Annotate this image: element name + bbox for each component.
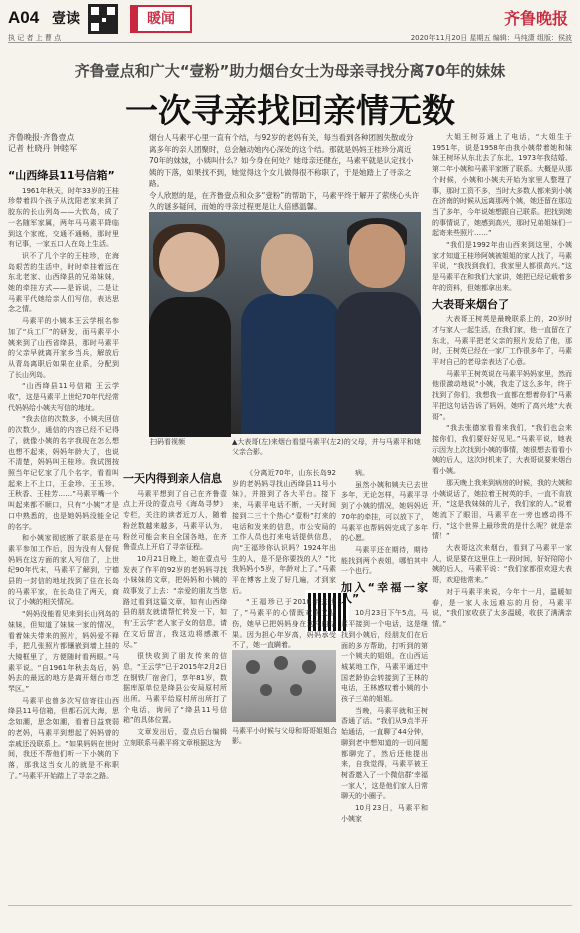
paragraph: 10月21日晚上，她在壹点号发表了作平的92岁的老妈妈寻找小妹妹的文章，把妈妈和小姨的故事发了上去：“亲爱的朋友当您路过看到这篇文章，如有山西绛县的朋友就请帮忙转发一下，如有‘王云学’老人家子女的信息，请在文后留言，我这边将感激不尽。” <box>123 554 227 649</box>
paragraph: 大表哥王树英是最晚联系上的，20岁时才与家人一起生活，在我们家，他一直留在了东北，马素平把老父亲的照片发给了他，那时，王树英已经在一家厂工作很多年了，马素平对自己的老母亲表达了心意。 <box>432 315 572 367</box>
subheading-4: 大表哥来烟台了 <box>432 297 509 311</box>
old-man-face <box>261 234 313 296</box>
date-meta: 2020年11月20日 星期五 编辑：马纯潇 组版：侯波 <box>410 34 572 42</box>
newspaper-logo: 齐鲁晚报 <box>503 9 568 28</box>
column-2 <box>123 468 227 898</box>
editor-meta: 执 记 者 上 曹 点 <box>8 34 62 42</box>
man-body <box>335 292 421 434</box>
paragraph: 马素平也曾多次写信寄往山西绛县11号信箱，但都石沉大海，思念如潮，思念如潮，看着日益衰弱的老妈，马素平到想起了妈妈曾的亲戚还没联系上。“如果妈妈在世时间，我还不帮他们听一下小姨的下落，那我这当女儿的就是不称职了。”马素平开始踏上了寻亲之路。 <box>8 696 119 780</box>
column-3 <box>232 468 336 650</box>
paragraph: “我去张德家看看来我们，“我们也会来接你们，我们要好好见见。”马素平说，她表示因为上次找到小姨的事情，她很想去看看小姨的后人，这次时机来了，大表哥说要来烟台看小姨。 <box>432 424 572 476</box>
paragraph: 对于马素平来说，今年十一月，温暖如春，是一家人永远难忘的月份，马素平说，“我们家收获了太多温暖，收获了满满亲情。” <box>432 587 572 628</box>
old-man-body <box>241 294 341 434</box>
photo-caption: ▲大表哥(左)来烟台看望马素平(左2)的父母，并与马素平和她父亲合影。 <box>232 438 421 456</box>
section-name: 壹读 <box>52 11 80 27</box>
woman-body <box>149 297 231 437</box>
header-qr-code <box>88 4 118 34</box>
paragraph: 《分离近70年，山东长岛92岁的老妈妈寻找山西绛县11号小妹》，并推到了各大平台。接下来，马素平电话不断，一天时间接到二三十个热心“壹粉”打来的电话和发来的信息，市公安局的工作人员也打来电话提供信息，向“王福珍你认识吗？1924年出生的人，是不是你要找的人？”比我妈妈小5岁，年龄对上了。”马素平在博客上发了好几遍，才到家后。 <box>232 469 336 595</box>
paragraph: 马素平的小姨本王云学根名参加了“兵工厂”的研发，而马素平小姨来到了山西省绛县，那时马素平的父亲早就离开家乡当兵，解放后从青岛离职后如果在业系，分配到了长山列岛。 <box>8 317 119 379</box>
man-face <box>349 224 405 288</box>
paragraph: 大表哥这次来烟台，看到了马素平一家人，说是要在这里住上一段时间，好好陪陪小姨的后人，马素平说：“我们家都很欢迎大表哥，欢迎他常来。” <box>432 544 572 585</box>
article-byline: 齐鲁晚报·齐鲁壹点 记者 杜晓丹 钟睦军 <box>8 133 78 153</box>
column-5 <box>432 132 572 902</box>
paragraph: 当晚，马素平就和王树香通了话。“我们从9点半开始通话，一直聊了44分钟，聊到老中想知道的一切问题都聊完了，然后还他提出来，自我觉得，马素平被王树香邀入了一个微信群‘幸福一家人’，这是他们家人日常聊天的小圈子。 <box>341 706 428 801</box>
footer-rule <box>8 905 572 906</box>
main-photo <box>149 212 421 434</box>
paragraph: 大姐王树芬通上了电话，“大姐生于1951年，说是1958年由我小姨带着她和妹妹王树环从东北去了东北，1973年我结婚、第二年小姨和马素平家断了联系。大概是从那个时候，小姨和小姨夫开始为家里人整理了事，那时工资不多，当时大多数人都来到小姨在济南的时候从远离那两个姨，她还留在那边当了多年，今年说她想跟自己联系。把找到她的事情说了，她感到高兴，那时兄弟姐妹们一起寄来些照片……” <box>432 133 572 238</box>
paragraph: 很快收到了朋友传来的信息，“王云学”已于2015年2月2日在钢铁厂宿舍门，享年81岁，数据库原单位是绛县公安局原村所出所。马素平给原村所出所打了个电话，询问了“绛县11号信箱”的具体位置。 <box>123 652 227 725</box>
article-headline: 一次寻亲找回亲情无数 <box>125 91 455 130</box>
article-lead: 烟台人马素平心里一直有个结，与92岁的老妈有关，每当看到各种团圆失散或分离多年的亲人团聚时，总会触动她内心深处的这个结。那就是妈妈王桂珍分离近70年的妹妹，小姨叫什么？如今身在何处？她母亲还健在，马素平就是认定找小姨的下落，如果找不到，她觉得这个女儿做得很不称职了，于是她踏上了寻亲之路。 令人欣慰的是，在齐鲁壹点和众多“壹粉”的帮助下，马素平终于解开了萦绕心头许久的谜多疑问，而她的寻亲过程更是让人倍感温馨。 <box>149 133 420 211</box>
column-4 <box>341 468 428 900</box>
column-tag: 暖闻 <box>130 5 192 33</box>
paragraph: “妈妈没能看见来到长山列岛的妹妹，但知道了妹妹一家的情况，看着妹夫带来的照片，妈妈爱不释手，把几张照片都镶嵌到墙上挂的大镜框里了，方便随时看两眼。”马素平说。“自1961年秋去岛后，妈妈去的最远的地方是离开烟台市芝罘区。” <box>8 610 119 694</box>
paragraph: 识不了几个字的王桂珍，在海岛艰苦的生活中，时时牵挂着远在东北老家、山西绛县的兄弟妹妹，她的牵挂方式——是诉说，二是让马素平代她给亲人们写信，表达思念之情。 <box>8 251 119 314</box>
subheading-3: 加入“幸福一家人” <box>341 581 428 605</box>
paragraph: 虽然小姨和姨夫已去世多年，无论怎样，马素平寻到了小姨的情况，她妈妈近70年的牵挂，可以放下了，马素平也帮妈妈完成了多年的心愿。 <box>341 480 428 543</box>
woman-face <box>159 232 219 292</box>
page-header <box>0 0 580 44</box>
paragraph: 马素平还在期待，期待能找到两个表姐，哪怕其中一个也行。 <box>341 545 428 576</box>
paragraph: “山西绛县11号信箱 王云学收”，这是马素平上世纪70年代经常代妈妈给小姨夫写信的地址。 <box>8 382 119 412</box>
paragraph: “我去信的次数多，小姨夫回信的次数少，通信的内容已经不记得了，就像小姨的名字我现在怎么想也想不起来，妈妈年龄大了，也说不清楚，妈妈叫王桂珍。我试图按照当年记忆家了几个名字，看看叫起来上不上口，王金珍、王玉珍、王秋香、王桂芳……”马素平嘴一个叫起来都不顺口，只有“小姨”才是口中熟悉的，也是她妈妈没能全记的名字。 <box>8 415 119 531</box>
paragraph: 马素平想到了自己在齐鲁壹点上开设的壹点号《海岛寻梦》专栏，关注的读者近万人，随着粉丝数越来越多，马素平认为，粉丝可能会来自全国各地，在齐鲁壹点上开启了寻亲征程。 <box>123 489 227 552</box>
subheading-2: 一天内得到亲人信息 <box>123 472 222 485</box>
article-kicker: 齐鲁壹点和广大“壹粉”助力烟台女士为母亲寻找分离70年的妹妹 <box>74 62 506 80</box>
old-family-photo <box>232 650 336 722</box>
paragraph: 1961年秋天，时年33岁的王桂珍带着四个孩子从沈阳老家来到了胶东的长山列岛——大钦岛，成了一名随军家属，两年马马素平降临到这个家庭，交通不通畅，那时里有记事，一家五口人在岛上生活。 <box>8 186 119 249</box>
paragraph: 文章发出后，壹点后台编辑立刻联系马素平将文章根据这为 <box>123 728 227 747</box>
paragraph: 10月23日下午5点，马素平接到一个电话，这是继找到小姨后，经朋友们在后面的多方帮助，打听到的第一个姨夫的姐姐，在山西运城某地工作，马素平通过中国老龄协会转接到了王林的电话，王林感叹着小姨的小孩子三弟的姐姐。 <box>341 609 428 704</box>
paragraph: “王福珍已于2010年去世了，”马素平的心情既欢喜又悲伤，她早已把妈妈身在这样的结果。因为担心年岁高，妈妈承受不了，她一直瞒着。 <box>232 598 336 650</box>
paragraph: 那天晚上我来到病房的时候，我的大姨和小姨说话了，她拉着王树英的手，一直不肯放开，“这是我妹妹的儿子，我们家的人。”说着她流下了眼泪，马素平在一旁也感动得不行，“这个世界上最珍贵的是什么呢？就是亲情！” <box>432 478 572 541</box>
paragraph: 病。 <box>355 469 369 477</box>
old-photo-caption: 马素平小时候与父母和哥哥姐姐合影。 <box>232 727 337 745</box>
paragraph: “我们是1992年由山西来到这里，小姨家才知道王桂珍阿姨被姐姐的家人找了，马素平说，“我找到我们，我家里人都很高兴。”这是马素平在和我们大家讲，她把已经记载着多年的资料，但她都拿出来。 <box>432 241 572 292</box>
qr-caption: 扫码看视频 <box>150 438 185 446</box>
subheading-1: “山西绛县11号信箱” <box>8 169 115 182</box>
page-number: A04 <box>8 8 40 27</box>
header-rule <box>8 42 572 43</box>
paragraph: 和小姨家彻底断了联系是在马素平参加工作后，因为没有人督促妈妈在这方面的家人写信了，上世纪90年代末，马素平了解到，宁德县的一封信的地址找到了住在长岛的马素平家，在长岛住了两天，商议了小姨的相关情况。 <box>8 534 119 607</box>
paragraph: 马素平王树英说在马素平妈妈家里，然而他很激动地说“小姨，我走了这么多年，终于找到了你们，我想我一直都在想着你们”马素平把这句话告诉了妈妈，她听了高兴地“大表哥”。 <box>432 369 572 421</box>
paragraph: 10月23日，马素平和小姨家 <box>341 804 428 823</box>
column-1 <box>8 165 119 900</box>
